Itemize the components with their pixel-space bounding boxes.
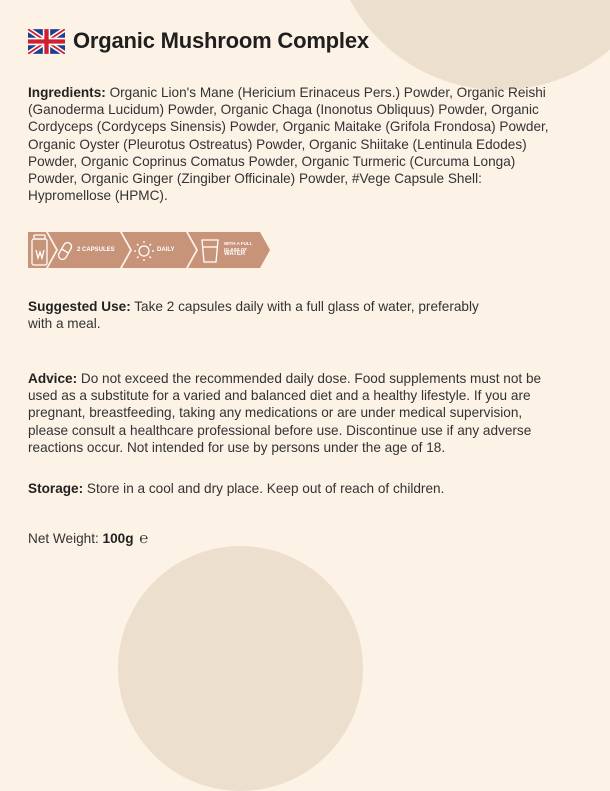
storage-text: Store in a cool and dry place. Keep out of reach of children. [83,481,445,496]
water-label-line2: GLASS OF [224,246,248,252]
page-title: Organic Mushroom Complex [73,28,369,53]
advice-label: Advice: [28,371,78,386]
ingredients-section [28,84,563,204]
dosage-banner [28,232,270,268]
suggested-use-section [28,298,498,332]
advice-section [28,370,558,456]
water-label-line3: WATER [224,251,246,257]
ingredients-label: Ingredients: [28,85,106,100]
daily-label: DAILY [157,247,175,253]
ingredients-text: Organic Lion's Mane (Hericium Erinaceus Pers.) Powder, Organic Reishi (Ganoderma Lucidum) Powder, Organic Chaga (Inonotus Obliquus) Powder, Organic Cordyceps (Cordyceps Sinensis) Powder, Organic Maitake (Grifola Frondosa) Powder, Organic Oyster (Pleurotus Ostreatus) Powder, Organic Shiitake (Lentinula Edodes) Powder, Organic Coprinus Comatus Powder, Organic Turmeric (Curcuma Longa) Powder, Organic Ginger (Zingiber Officinale) Powder, #Vege Capsule Shell: Hypromellose (HPMC). [28,85,549,204]
net-weight-value: 100g [102,531,134,546]
suggested-use-text: Take 2 capsules daily with a full glass of water, preferably with a meal. [28,299,479,332]
estimated-sign-icon: ℮ [139,529,149,547]
storage-label: Storage: [28,481,84,496]
advice-text: Do not exceed the recommended daily dose. Food supplements must not be used as a substitute for a varied and balanced diet and a healthy lifestyle. If you are pregnant, breastfeeding, taking any medications or are under medical supervision, please consult a healthcare professional before use. Discontinue use if any adverse reactions occur. Not intended for use by persons under the age of 18. [28,371,542,455]
net-weight-label: Net Weight: [28,531,103,546]
net-weight-section [28,530,558,547]
decorative-circle-top [330,0,610,90]
header [28,28,369,54]
uk-flag-icon [28,29,65,54]
capsules-label: 2 CAPSULES [77,247,115,253]
water-label-line1: WITH A FULL [224,241,253,246]
storage-section [28,480,558,497]
water-label [224,241,252,258]
decorative-circle-bottom [118,546,363,791]
suggested-use-label: Suggested Use: [28,299,131,314]
